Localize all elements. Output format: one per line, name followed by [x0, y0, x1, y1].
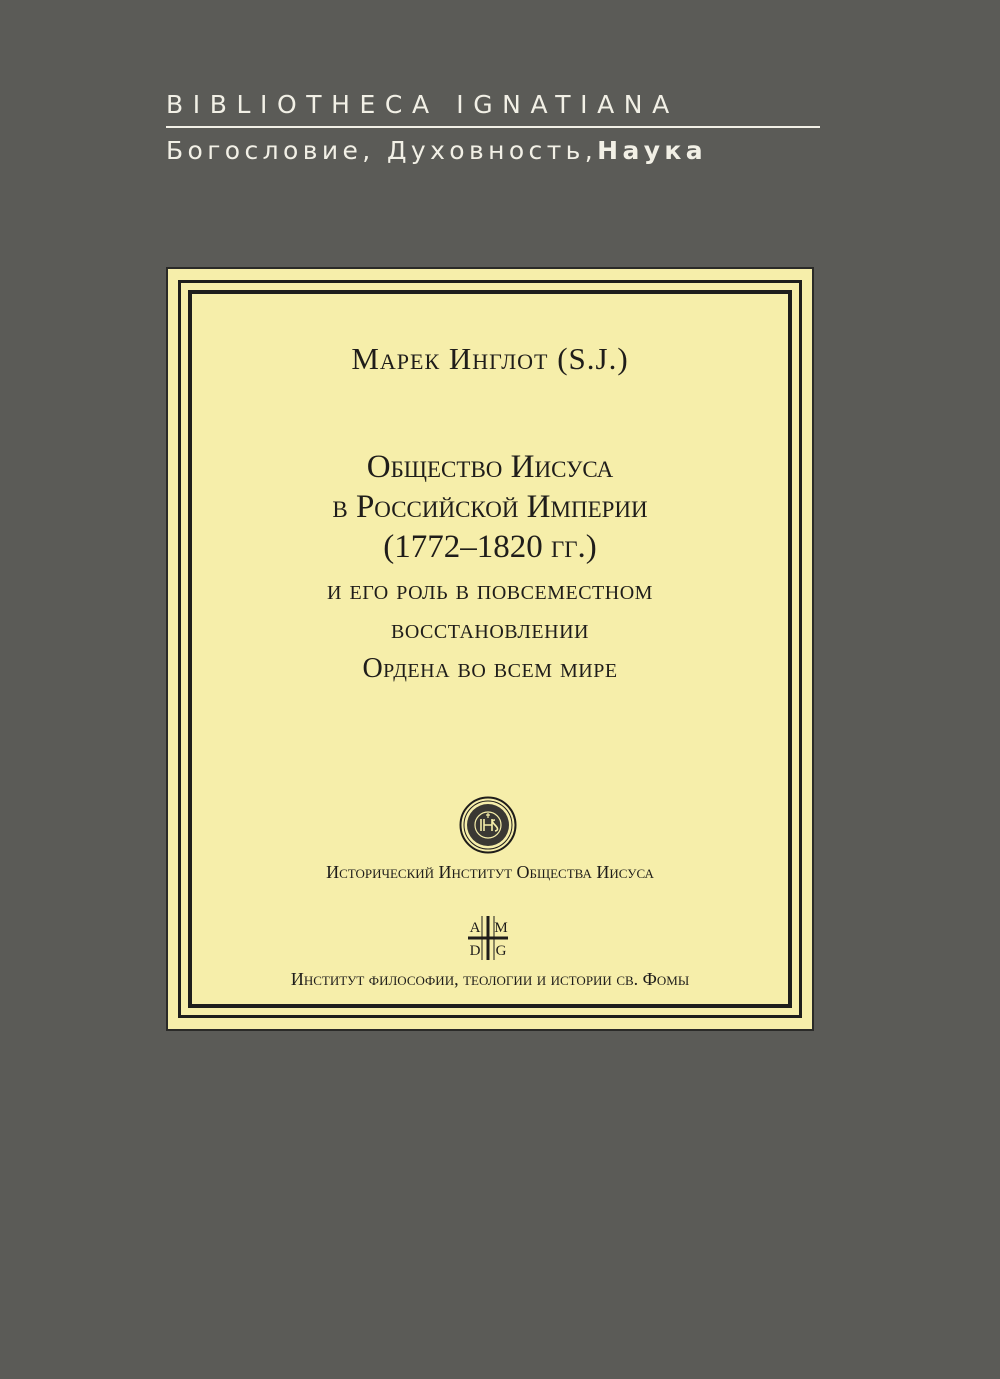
subtitle-line: и его роль в повсеместном [327, 575, 653, 606]
book-title [168, 447, 812, 567]
book-subtitle [168, 571, 812, 688]
publisher-historical-institute: Исторический Институт Общества Иисуса [326, 862, 654, 882]
title-line: в Российской Империи [332, 489, 648, 525]
publisher-st-thomas-institute: Институт философии, теологии и истории св. Фомы [290, 969, 690, 989]
series-name: BIBLIOTHECA IGNATIANA [166, 90, 679, 119]
amdg-letter: A [469, 920, 481, 936]
ihs-seal-icon [459, 796, 517, 854]
amdg-letter: M [494, 920, 508, 936]
series-subtitle [166, 135, 820, 167]
amdg-cross-icon [465, 913, 511, 963]
series-divider [166, 126, 820, 128]
title-line: (1772–1820 гг.) [383, 529, 597, 565]
label-content [168, 269, 812, 1029]
title-line: Общество Иисуса [366, 449, 614, 485]
series-subtitle-regular: Богословие, Духовность, [166, 136, 598, 165]
author-name: Марек Инглот (S.J.) [351, 341, 629, 376]
amdg-letter: D [469, 943, 481, 959]
subtitle-line: восстановлении [391, 614, 589, 645]
title-label [166, 267, 814, 1031]
subtitle-line: Ордена во всем мире [362, 653, 618, 684]
amdg-letter: G [495, 943, 507, 959]
series-subtitle-bold: Наука [597, 136, 708, 165]
series-header [166, 88, 820, 167]
